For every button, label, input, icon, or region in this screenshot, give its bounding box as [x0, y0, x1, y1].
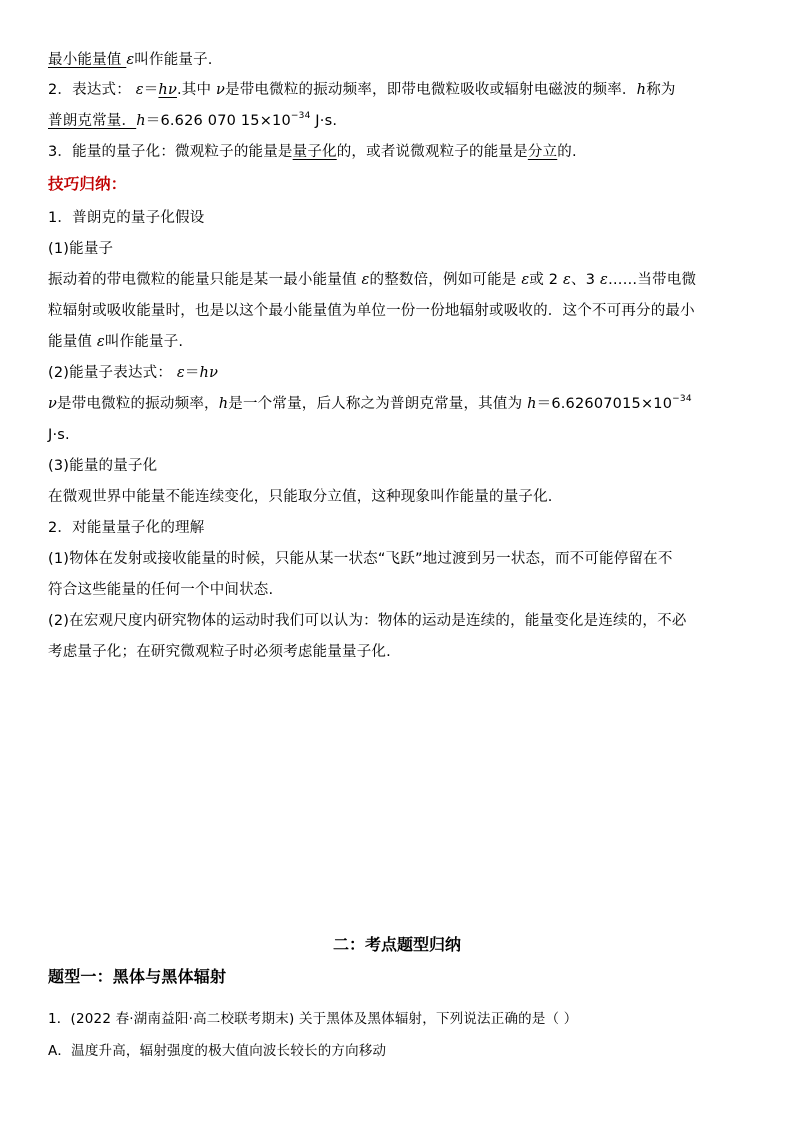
- paragraph-line: 考虑量子化；在研究微观粒子时必须考虑能量量子化.: [48, 644, 391, 660]
- paragraph-line: 1．普朗克的量子化假设: [48, 210, 205, 226]
- skill-summary-heading: 技巧归纳：: [48, 175, 127, 193]
- paragraph-line: 3．能量的量子化：微观粒子的能量是量子化的，或者说微观粒子的能量是分立的.: [48, 144, 577, 160]
- question-type-heading: 题型一：黑体与黑体辐射: [48, 967, 227, 986]
- paragraph-line: (1)物体在发射或接收能量的时候，只能从某一状态“飞跃”地过渡到另一状态，而不可能停留在不: [48, 551, 673, 567]
- paragraph-line: 振动着的带电微粒的能量只能是某一最小能量值 ε的整数倍，例如可能是 ε或 2 ε、3 ε……当带电微: [48, 272, 697, 288]
- paragraph-line: ν是带电微粒的振动频率，h是一个常量，后人称之为普朗克常量，其值为 $h=6.62607015\times 10^{-34}$: [48, 394, 692, 412]
- paragraph-line: 最小能量值 ε叫作能量子.: [48, 52, 213, 68]
- paragraph-line: J·s.: [48, 427, 70, 443]
- paragraph-line: 粒辐射或吸收能量时，也是以这个最小能量值为单位一份一份地辐射或吸收的．这个不可再分的最小: [48, 303, 695, 319]
- paragraph-line: (2)能量子表达式： ε＝hν: [48, 365, 219, 381]
- section-title: 二：考点题型归纳: [332, 935, 461, 954]
- paragraph-line: 2．表达式： ε＝hν.其中 ν是带电微粒的振动频率，即带电微粒吸收或辐射电磁波的频率．h称为: [48, 82, 676, 98]
- paragraph-line: 能量值 ε叫作能量子.: [48, 334, 184, 350]
- paragraph-line: (3)能量的量子化: [48, 458, 158, 474]
- question-option-a: A．温度升高，辐射强度的极大值向波长较长的方向移动: [48, 1043, 387, 1059]
- paragraph-line: 在微观世界中能量不能连续变化，只能取分立值，这种现象叫作能量的量子化.: [48, 489, 553, 505]
- paragraph-line: 2．对能量量子化的理解: [48, 520, 205, 536]
- paragraph-line: (2)在宏观尺度内研究物体的运动时我们可以认为：物体的运动是连续的，能量变化是连续的，不必: [48, 613, 687, 629]
- paragraph-line: 符合这些能量的任何一个中间状态.: [48, 582, 274, 598]
- question-stem: 1．(2022 春·湖南益阳·高二校联考期末) 关于黑体及黑体辐射，下列说法正确的是（ ）: [48, 1011, 578, 1027]
- paragraph-line: 普朗克常量．h＝6.626 070 $15\times 10^{-34}$ J·s.: [48, 111, 338, 129]
- paragraph-line: (1)能量子: [48, 241, 114, 257]
